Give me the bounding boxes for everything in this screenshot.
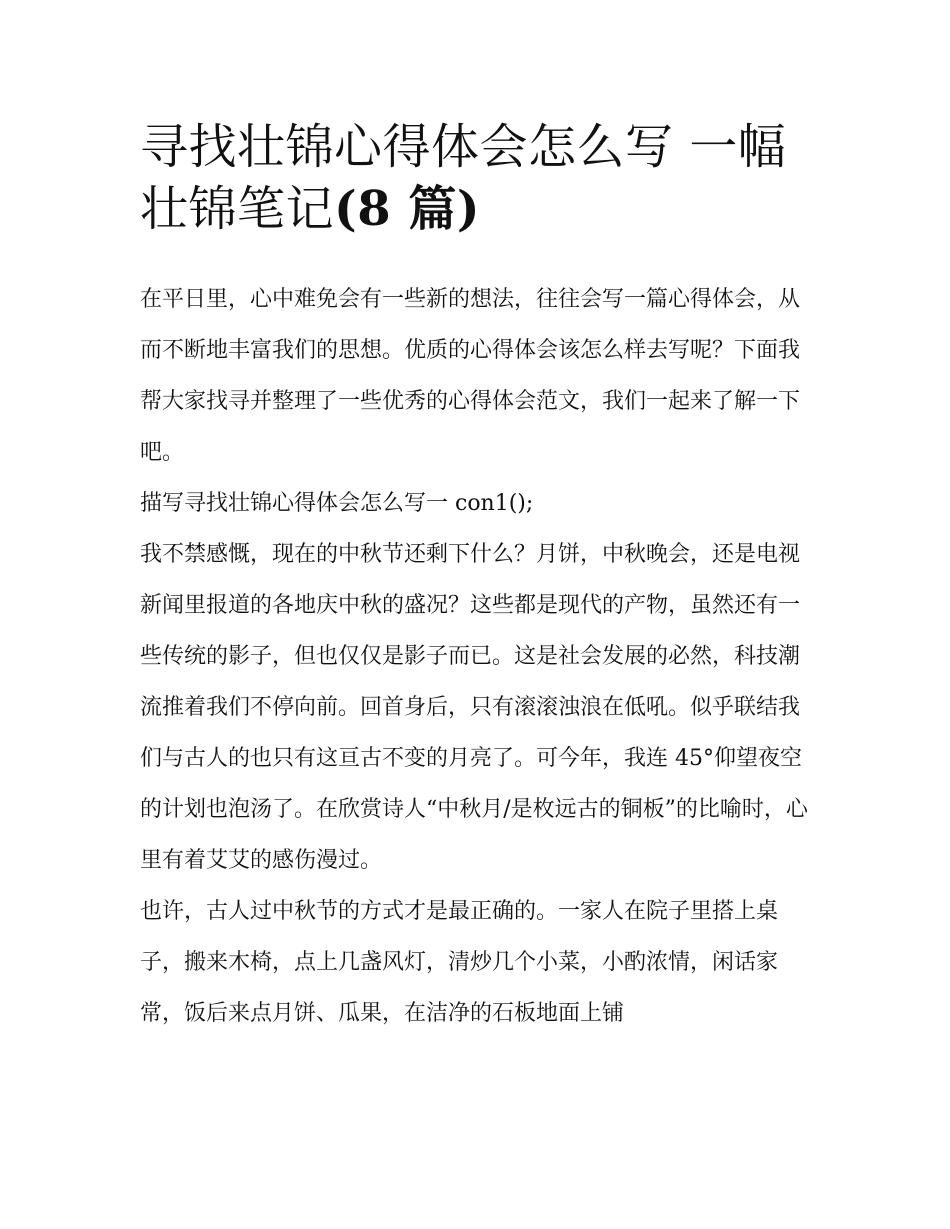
document-page bbox=[140, 116, 816, 1039]
paragraph-heading-line: 描写寻找壮锦心得体会怎么写一 con1(); bbox=[140, 491, 534, 516]
paragraph-mid-autumn: 我不禁感慨，现在的中秋节还剩下什么？月饼，中秋晚会，还是电视新闻里报道的各地庆中秋的盛况？这些都是现代的产物，虽然还有一些传统的影子，但也仅仅是影子而已。这是社会发展的必然，科技潮流推着我们不停向前。回首身后，只有滚滚浊浪在低吼。似乎联结我们与古人的也只有这亘古不变的月亮了。可今年，我连 45°仰望夜空的计划也泡汤了。在欣赏诗人“中秋月/是枚远古的铜板”的比喻时，心里有着艾艾的感伤漫过。 bbox=[140, 542, 808, 873]
paragraph-ancient-way: 也许，古人过中秋节的方式才是最正确的。一家人在院子里搭上桌子，搬来木椅，点上几盏风灯，清炒几个小菜，小酌浓情，闲话家常，饭后来点月饼、瓜果，在洁净的石板地面上铺 bbox=[140, 899, 779, 1026]
title-count-text: (8 篇) bbox=[334, 181, 481, 237]
document-body bbox=[140, 274, 816, 1039]
document-title bbox=[140, 116, 816, 240]
title-main-text: 寻找壮锦心得体会怎么写 一幅壮锦笔记 bbox=[140, 119, 787, 237]
paragraph-intro: 在平日里，心中难免会有一些新的想法，往往会写一篇心得体会，从而不断地丰富我们的思想。优质的心得体会该怎么样去写呢？下面我帮大家找寻并整理了一些优秀的心得体会范文，我们一起来了解一下吧。 bbox=[140, 287, 801, 465]
